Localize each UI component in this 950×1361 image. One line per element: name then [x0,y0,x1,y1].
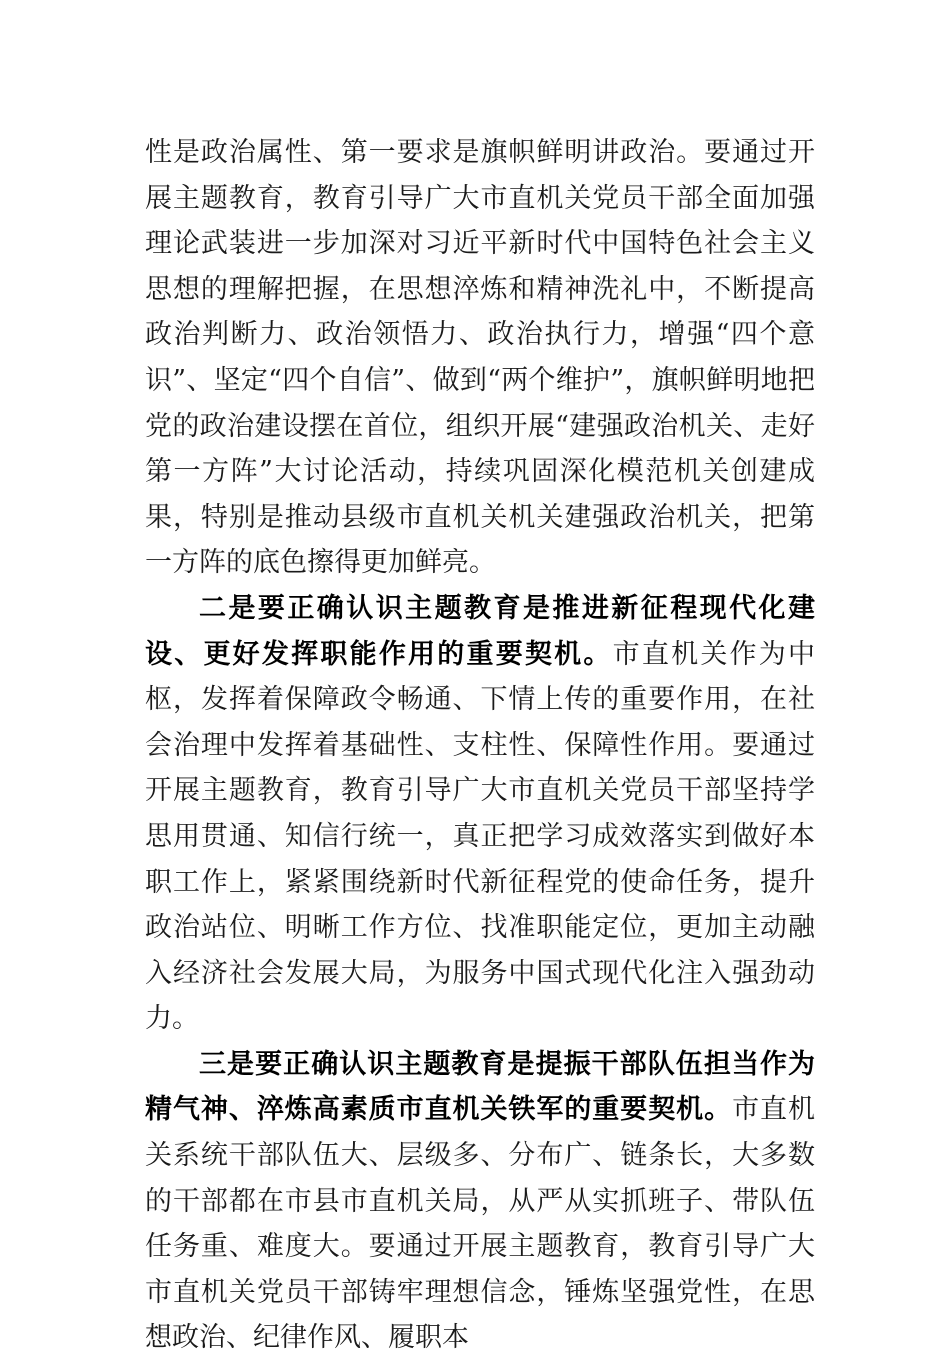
paragraph-1-body: 性是政治属性、第一要求是旗帜鲜明讲政治。要通过开展主题教育，教育引导广大市直机关党员干部全面加强理论武装进一步加深对习近平新时代中国特色社会主义思想的理解把握，在思想淬炼和精神洗礼中，不断提高政治判断力、政治领悟力、政治执行力，增强“四个意识”、坚定“四个自信”、做到“两个维护”，旗帜鲜明地把党的政治建设摆在首位，组织开展“建强政治机关、走好第一方阵”大讨论活动，持续巩固深化模范机关创建成果，特别是推动县级市直机关机关建强政治机关，把第一方阵的底色擦得更加鲜亮。 [145,137,815,579]
document-body [145,130,815,1361]
paragraph-second-point [145,586,815,1042]
paragraph-continuation [145,130,815,586]
paragraph-third-point [145,1042,815,1361]
paragraph-2-body: 市直机关作为中枢，发挥着保障政令畅通、下情上传的重要作用，在社会治理中发挥着基础性、支柱性、保障性作用。要通过开展主题教育，教育引导广大市直机关党员干部坚持学思用贯通、知信行统一，真正把学习成效落实到做好本职工作上，紧紧围绕新时代新征程党的使命任务，提升政治站位、明晰工作方位、找准职能定位，更加主动融入经济社会发展大局，为服务中国式现代化注入强劲动力。 [145,638,816,1035]
paragraph-3-heading: 三是要正确认识主题教育是提振干部队伍担当作为精气神、淬炼高素质市直机关铁军的重要契机。 [145,1048,815,1126]
paragraph-3-body: 市直机关系统干部队伍大、层级多、分布广、链条长，大多数的干部都在市县市直机关局，从严从实抓班子、带队伍任务重、难度大。要通过开展主题教育，教育引导广大市直机关党员干部铸牢理想信念，锤炼坚强党性，在思想政治、纪律作风、履职本 [145,1094,816,1354]
paragraph-2-heading: 二是要正确认识主题教育是推进新征程现代化建设、更好发挥职能作用的重要契机。 [145,592,815,670]
